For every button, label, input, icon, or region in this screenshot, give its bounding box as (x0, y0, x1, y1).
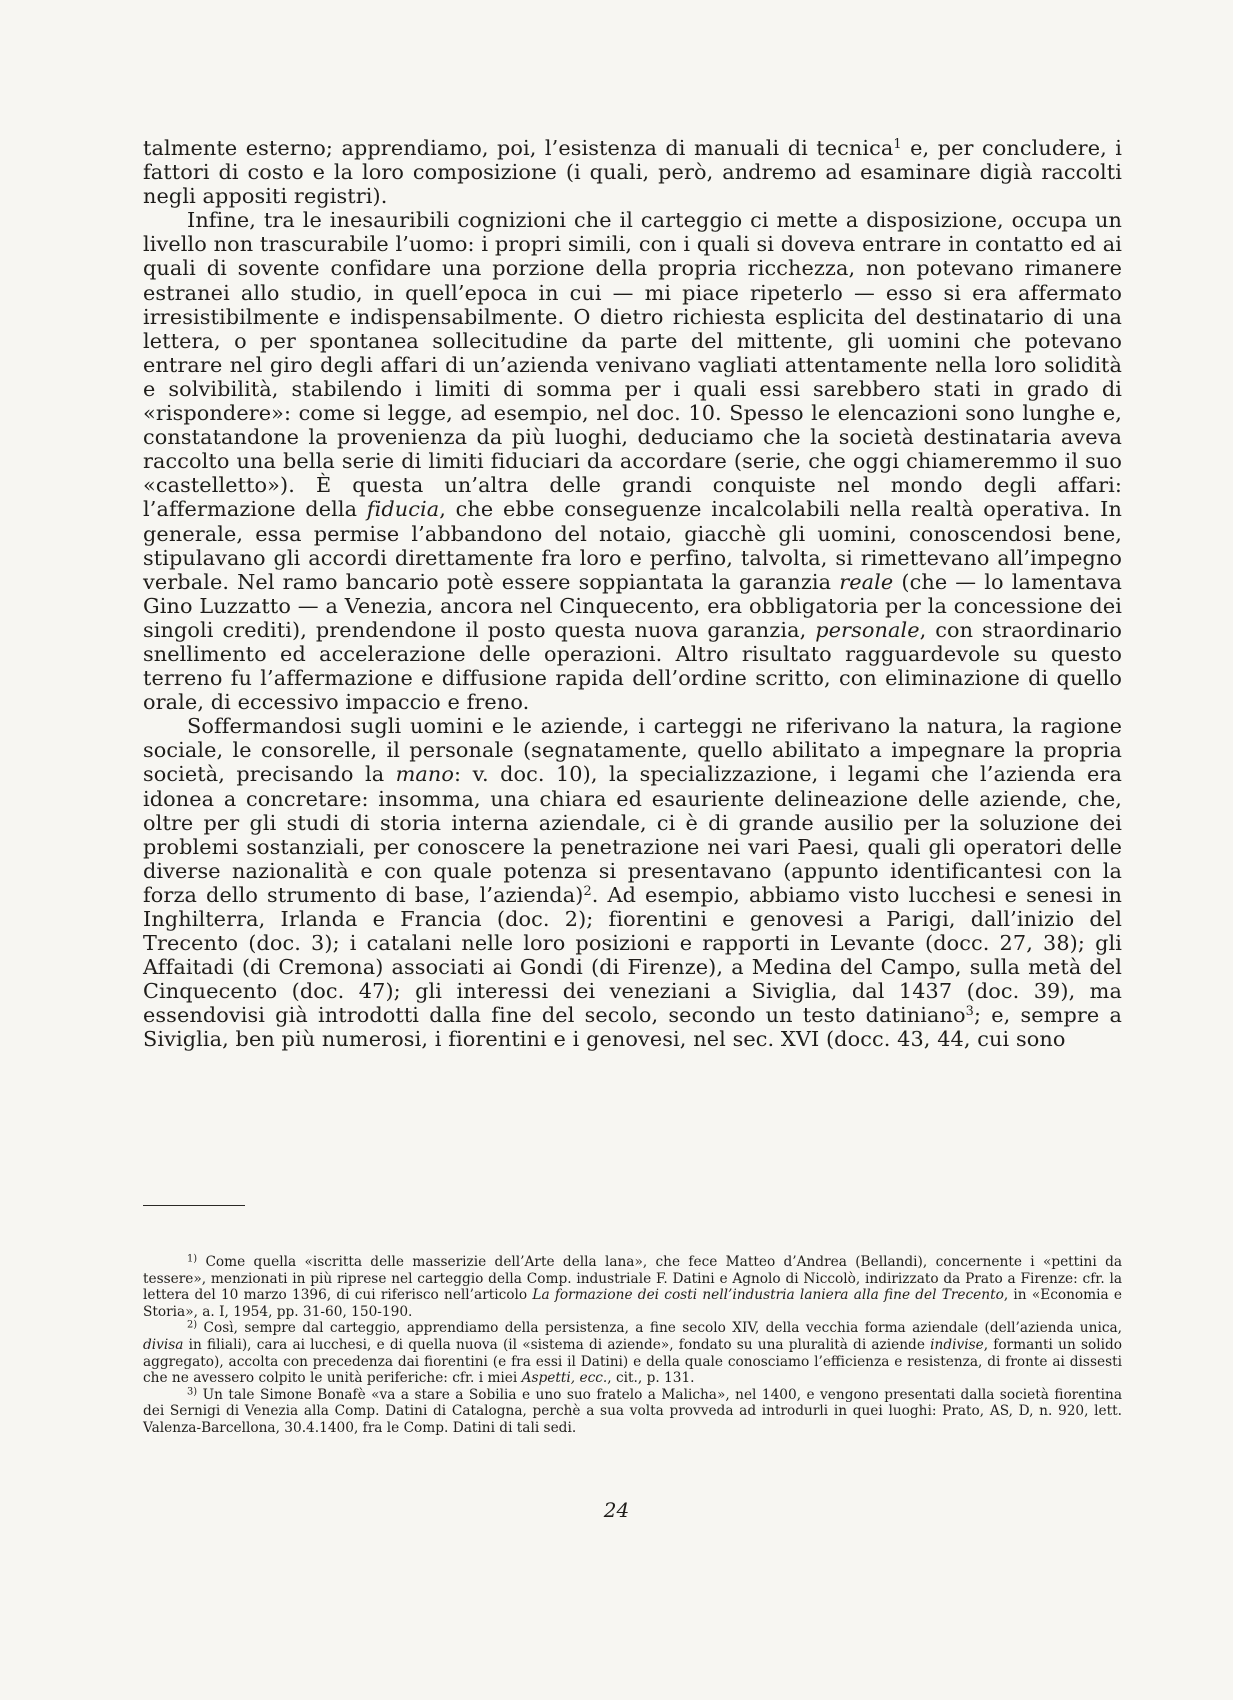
text-run: ; e, sempre a Siviglia, ben più numerosi, i fiorentini e i genovesi, nel sec. XVI (docc. 43, 44, cui sono (143, 1003, 1122, 1052)
footnote-mark: 1) (187, 1253, 198, 1265)
text-run: e, per concludere, i fattori di costo e la loro composizione (i quali, però, andremo ad esaminare digià raccolti negli appositi registri). (143, 136, 1122, 209)
paragraph-3 (143, 714, 1122, 1051)
text-run: in filiali), cara ai lucchesi, e di quella nuova (il «sistema di aziende», fondato su una pluralità di aziende (183, 1336, 931, 1353)
text-run: Infine, tra le inesauribili cognizioni che il carteggio ci mette a disposizione, occupa un livello non trascurabile l’uomo: i propri simili, con i quali si doveva entrare in contatto ed ai quali di sovente confidare una porzione della propria ricchezza, non potevano rimanere estranei allo studio, in quell’epoca in cui — mi piace ripeterlo — esso si era affermato irresistibilmente e indispensabilmente. O dietro richiesta esplicita del destinatario di una lettera, o per spontanea sollecitudine da parte del mittente, gli uomini che potevano entrare nel giro degli affari di un’azienda venivano vagliati attentamente nella loro solidità e solvibilità, stabilendo i limiti di somma per i quali essi sarebbero stati in grado di «rispondere»: come si legge, ad esempio, nel doc. 10. Spesso le elencazioni sono lunghe e, constatandone la provenienza da più luoghi, deduciamo che la società destinataria aveva raccolto una bella serie di limiti fiduciari da accordare (serie, che oggi chiameremmo il suo «castelletto»). È questa un’altra delle grandi conquiste nel mondo degli affari: l’affermazione della (143, 208, 1122, 522)
main-text (143, 136, 1122, 1052)
footnote-3 (143, 1387, 1122, 1437)
footnote-ref-3: 3 (965, 1004, 974, 1020)
text-run: (che — lo lamentava Gino Luzzatto — a Venezia, ancora nel Cinquecento, era obbligatoria per la concessione dei singoli crediti), prendendone il posto questa nuova garanzia, (143, 569, 1122, 642)
italic-term: mano (395, 762, 455, 787)
italic-term: reale (839, 569, 894, 594)
text-run: , che ebbe conseguenze incalcolabili nella realtà operativa. In generale, essa permise l’abbandono del notaio, giacchè gli uomini, conoscendosi bene, stipulavano gli accordi direttamente fra loro e perfino, talvolta, si rimettevano all’impegno verbale. Nel ramo bancario potè essere soppiantata la garanzia (143, 497, 1122, 594)
footnotes (143, 1254, 1122, 1437)
text-run: talmente esterno; apprendiamo, poi, l’esistenza di manuali di tecnica (143, 136, 894, 160)
italic-title: La formazione dei costi nell’industria laniera alla fine del Trecento (532, 1287, 1004, 1304)
italic-title: Aspetti, ecc. (521, 1370, 608, 1387)
italic-term: divisa (143, 1336, 184, 1353)
footnote-mark: 2) (187, 1319, 198, 1331)
page-number: 24 (603, 1498, 630, 1522)
footnote-ref-1: 1 (893, 136, 902, 152)
footnote-2 (143, 1320, 1122, 1386)
italic-term: personale (815, 617, 920, 642)
text-run: Come quella «iscritta delle masserizie dell’Arte della lana», che fece Matteo d’Andrea (Bellandi), concernente i «pettini da tessere», menzionati in più riprese nel carteggio della Comp. industriale F. Datini e Agnolo di Niccolò, indirizzato da Prato a Firenze: cfr. la lettera del 10 marzo 1396, di cui riferisco nell’articolo (143, 1254, 1122, 1304)
italic-term: indivise (930, 1336, 984, 1353)
text-run: Un tale Simone Bonafè «va a stare a Sobilia e uno suo fratelo a Malicha», nel 1400, e vengono presentati dalla società fiorentina dei Sernigi di Venezia alla Comp. Datini di Catalogna, perchè a sua volta provveda ad introdurli in quei luoghi: Prato, AS, D, n. 920, lett. Valenza-Barcellona, 30.4.1400, fra le Comp. Datini di tali sedi. (143, 1386, 1122, 1436)
text-run: Soffermandosi sugli uomini e le aziende, i carteggi ne riferivano la natura, la ragione sociale, le consorelle, il personale (segnatamente, quello abilitato a impegnare la propria società, precisando la (143, 714, 1122, 787)
footnote-mark: 3) (187, 1386, 198, 1398)
text-run: Così, sempre dal carteggio, apprendiamo della persistenza, a fine secolo XIV, della vecchia forma aziendale (dell’azienda unica, (197, 1320, 1122, 1337)
text-run: . Ad esempio, abbiamo visto lucchesi e senesi in Inghilterra, Irlanda e Francia (doc. 2); fiorentini e genovesi a Parigi, dall’inizio del Trecento (doc. 3); i catalani nelle loro posizioni e rapporti in Levante (docc. 27, 38); gli Affaitadi (di Cremona) associati ai Gondi (di Firenze), a Medina del Campo, sulla metà del Cinquecento (doc. 47); gli interessi dei veneziani a Siviglia, dal 1437 (doc. 39), ma essendovisi già introdotti dalla fine del secolo, secondo un testo datiniano (143, 882, 1122, 1028)
footnote-ref-2: 2 (583, 883, 592, 899)
paragraph-2 (143, 208, 1122, 714)
italic-term: fiducia (366, 497, 440, 522)
text-run: , in «Economia e Storia», a. I, 1954, pp. 31-60, 150-190. (143, 1287, 1123, 1320)
paragraph-1 (143, 136, 1122, 208)
text-run: : v. doc. 10), la specializzazione, i legami che l’azienda era idonea a concretare: insomma, una chiara ed esauriente delineazione delle aziende, che, oltre per gli studi di storia interna aziendale, ci è di grande ausilio per la soluzione dei problemi sostanziali, per conoscere la penetrazione nei vari Paesi, quali gli operatori delle diverse nazionalità e con quale potenza si presentavano (appunto identificantesi con la forza dello strumento di base, l’azienda) (143, 762, 1122, 907)
text-run: , con straordinario snellimento ed accelerazione delle operazioni. Altro risultato ragguardevole su questo terreno fu l’affermazione e diffusione rapida dell’ordine scritto, con eliminazione di quello orale, di eccessivo impaccio e freno. (143, 617, 1122, 715)
footnote-divider (143, 1205, 245, 1206)
text-run: , formanti un solido aggregato), accolta con precedenza dai fiorentini (e fra essi il Datini) e della quale conosciamo l’efficienza e resistenza, di fronte ai dissesti che ne avessero colpito le unità periferiche: cfr. i miei (143, 1336, 1122, 1387)
footnote-1 (143, 1254, 1122, 1320)
text-run: , cit., p. 131. (607, 1370, 695, 1387)
